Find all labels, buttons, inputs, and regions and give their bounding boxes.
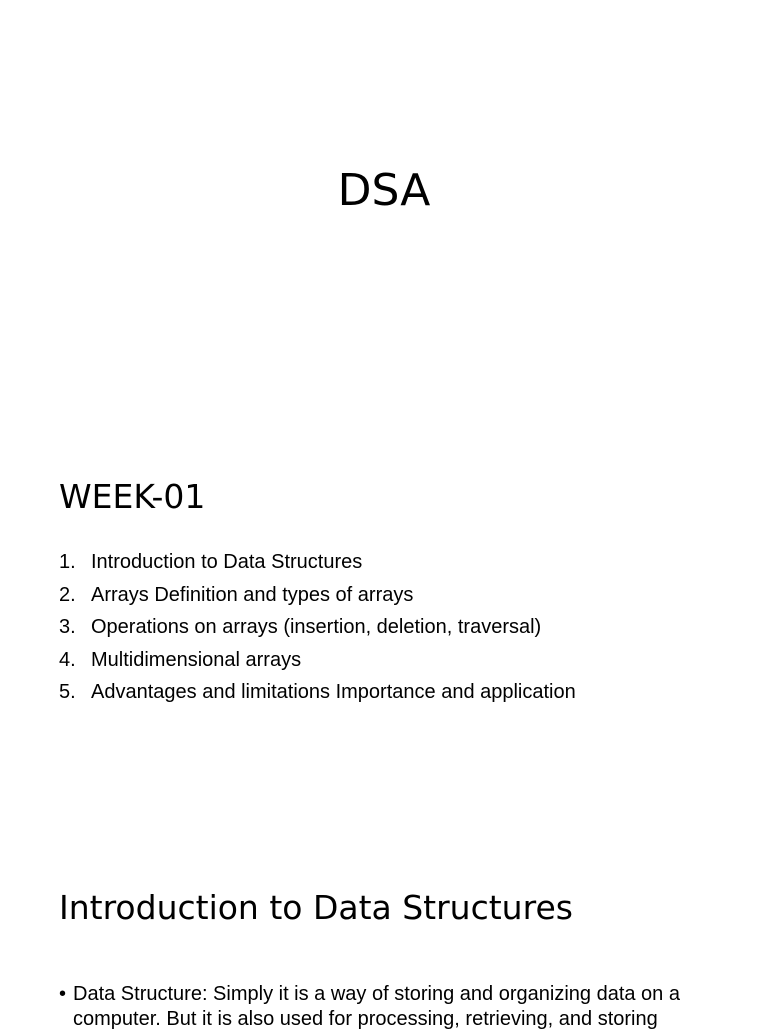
list-item-label: Introduction to Data Structures bbox=[91, 551, 363, 573]
week-heading: WEEK-01 bbox=[59, 477, 206, 516]
list-number: 1. bbox=[59, 551, 76, 573]
list-item bbox=[59, 611, 576, 644]
bullet-point bbox=[59, 982, 709, 1032]
list-number: 2. bbox=[59, 583, 76, 606]
list-item bbox=[59, 546, 576, 579]
slide-title: DSA bbox=[337, 165, 431, 216]
list-item bbox=[59, 676, 576, 709]
list-item-label: Advantages and limitations Importance and application bbox=[91, 681, 576, 703]
list-item bbox=[59, 579, 576, 612]
topic-list bbox=[59, 546, 576, 709]
list-item bbox=[59, 644, 576, 677]
list-item-label: Operations on arrays (insertion, deletion, traversal) bbox=[91, 616, 542, 638]
list-number: 3. bbox=[59, 616, 76, 638]
bullet-icon: • bbox=[59, 983, 67, 1005]
list-item-label: Multidimensional arrays bbox=[91, 648, 302, 671]
bullet-text: Data Structure: Simply it is a way of storing and organizing data on a computer. But it is also used for processing, retrieving, and storing bbox=[73, 983, 680, 1030]
intro-heading: Introduction to Data Structures bbox=[59, 888, 573, 927]
list-item-label: Arrays Definition and types of arrays bbox=[91, 583, 414, 606]
list-number: 5. bbox=[59, 681, 76, 703]
list-number: 4. bbox=[59, 648, 76, 671]
